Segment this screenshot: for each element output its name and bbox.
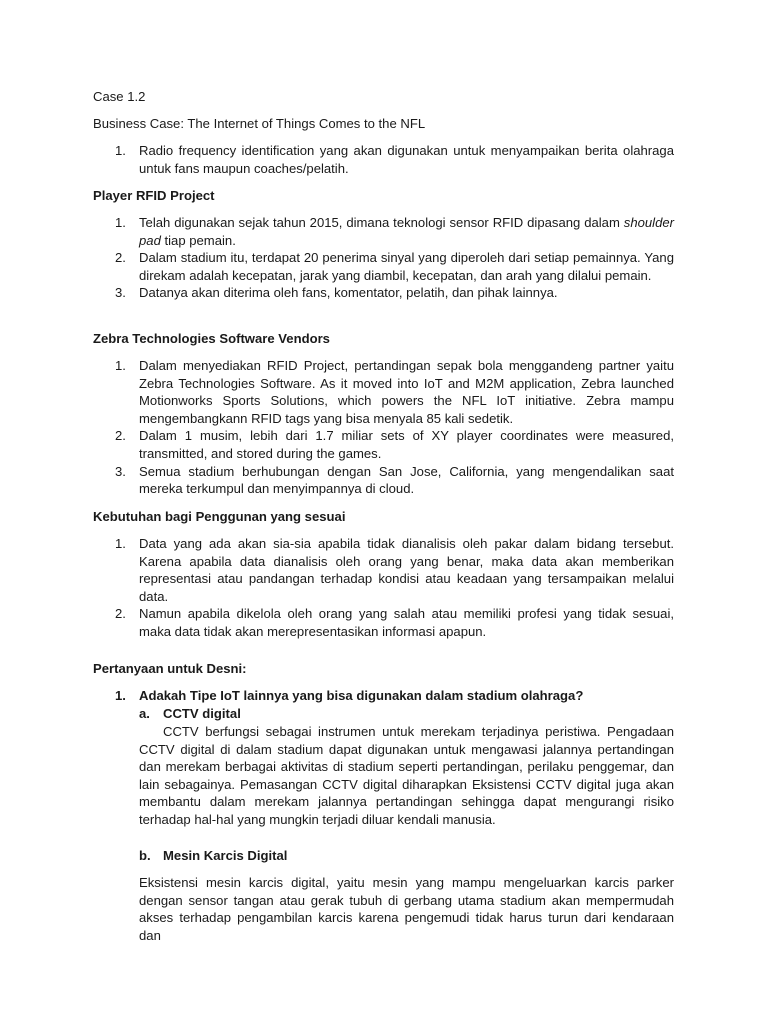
list-item xyxy=(93,427,674,462)
list-item xyxy=(93,535,674,605)
list-number: 2. xyxy=(115,428,126,444)
list-text: Telah digunakan sejak tahun 2015, dimana teknologi sensor RFID dipasang dalam xyxy=(139,215,624,230)
list-item xyxy=(93,142,674,177)
section-heading-kebutuhan: Kebutuhan bagi Penggunan yang sesuai xyxy=(93,509,346,524)
list-number: 1. xyxy=(115,143,126,158)
list-item xyxy=(93,249,674,284)
case-label: Case 1.2 xyxy=(93,89,146,104)
answer-b-text: Eksistensi mesin karcis digital, yaitu mesin yang mampu mengeluarkan karcis parker dengan sensor tangan atau gerak tubuh di gerbang utama stadium akan mempermudah akses terhadap pengambilan karcis karena pengemudi tidak harus turun dari kendaraan dan xyxy=(139,875,674,943)
list-item xyxy=(93,284,674,302)
answer-label: a. xyxy=(139,706,150,721)
list-text: tiap pemain. xyxy=(160,232,236,248)
list-text: Dalam 1 musim, lebih dari 1.7 miliar sets of XY player coordinates were measured, transmitted, and stored during the games. xyxy=(139,428,674,461)
question-number: 1. xyxy=(115,688,126,703)
list-text-italic: shoulder pad xyxy=(139,215,674,248)
answer-label: b. xyxy=(139,848,151,863)
list-number: 2. xyxy=(115,250,126,266)
list-number: 1. xyxy=(115,215,126,230)
list-text: Radio frequency identification yang akan digunakan untuk menyampaikan berita olahraga untuk fans maupun coaches/pelatih. xyxy=(139,143,674,176)
list-text: Namun apabila dikelola oleh orang yang salah atau memiliki profesi yang tidak sesuai, maka data tidak akan merepresentasikan informasi apapun. xyxy=(139,606,674,639)
question-text: Adakah Tipe IoT lainnya yang bisa digunakan dalam stadium olahraga? xyxy=(139,688,584,703)
business-case-title: Business Case: The Internet of Things Comes to the NFL xyxy=(93,116,426,131)
list-text: Semua stadium berhubungan dengan San Jose, California, yang mengendalikan saat mereka terkumpul dan menyimpannya di cloud. xyxy=(139,463,674,497)
section-heading-player-rfid: Player RFID Project xyxy=(93,188,215,203)
list-item xyxy=(93,214,674,249)
list-text: Dalam stadium itu, terdapat 20 penerima sinyal yang diperoleh dari setiap pemainnya. Yang direkam adalah kecepatan, jarak yang diambil, kecepatan, dan arah yang dilalui pemain. xyxy=(139,250,674,283)
list-item xyxy=(93,605,674,640)
kebutuhan-list xyxy=(93,535,674,641)
section-heading-zebra: Zebra Technologies Software Vendors xyxy=(93,331,330,346)
list-number: 1. xyxy=(115,536,126,551)
list-text: Dalam menyediakan RFID Project, pertandingan sepak bola menggandeng partner yaitu Zebra Technologies Software. As it moved into IoT and M2M application, Zebra launched Motionworks Sports Solutions, which powers the NFL IoT initiative. Zebra mampu mengembangkann RFID tags yang bisa menyala 85 kali sedetik. xyxy=(139,358,674,426)
player-rfid-list xyxy=(93,214,674,302)
section-heading-pertanyaan: Pertanyaan untuk Desni: xyxy=(93,661,247,676)
intro-list xyxy=(93,142,674,177)
list-text: Data yang ada akan sia-sia apabila tidak dianalisis oleh pakar dalam bidang tersebut. Karena apabila data dianalisis oleh orang yang benar, maka data akan memberikan representasi atau pandangan terhadap kondisi atau keadaan yang tersampaikan melalui data. xyxy=(139,536,674,604)
zebra-list xyxy=(93,357,674,498)
list-item xyxy=(93,463,674,498)
answer-a-text: CCTV berfungsi sebagai instrumen untuk merekam terjadinya peristiwa. Pengadaan CCTV digital di dalam stadium dapat digunakan untuk mengawasi jalannya pertandingan dan merekam berbagai aktivitas di stadium seperti pertandingan, perilaku penggemar, dan lain sebagainya. Pemasangan CCTV digital diharapkan Eksistensi CCTV digital juga akan membantu dalam merekam jalannya pertandingan sehingga dapat mengurangi risiko terhadap hal-hal yang mungkin terjadi diluar kendali manusia. xyxy=(139,724,674,827)
answer-title: CCTV digital xyxy=(163,706,241,721)
list-number: 1. xyxy=(115,358,126,373)
list-number: 3. xyxy=(115,285,126,301)
list-number: 3. xyxy=(115,463,126,479)
list-number: 2. xyxy=(115,606,126,622)
answer-title: Mesin Karcis Digital xyxy=(163,848,288,863)
list-item xyxy=(93,357,674,427)
list-text: Datanya akan diterima oleh fans, komentator, pelatih, dan pihak lainnya. xyxy=(139,285,558,301)
